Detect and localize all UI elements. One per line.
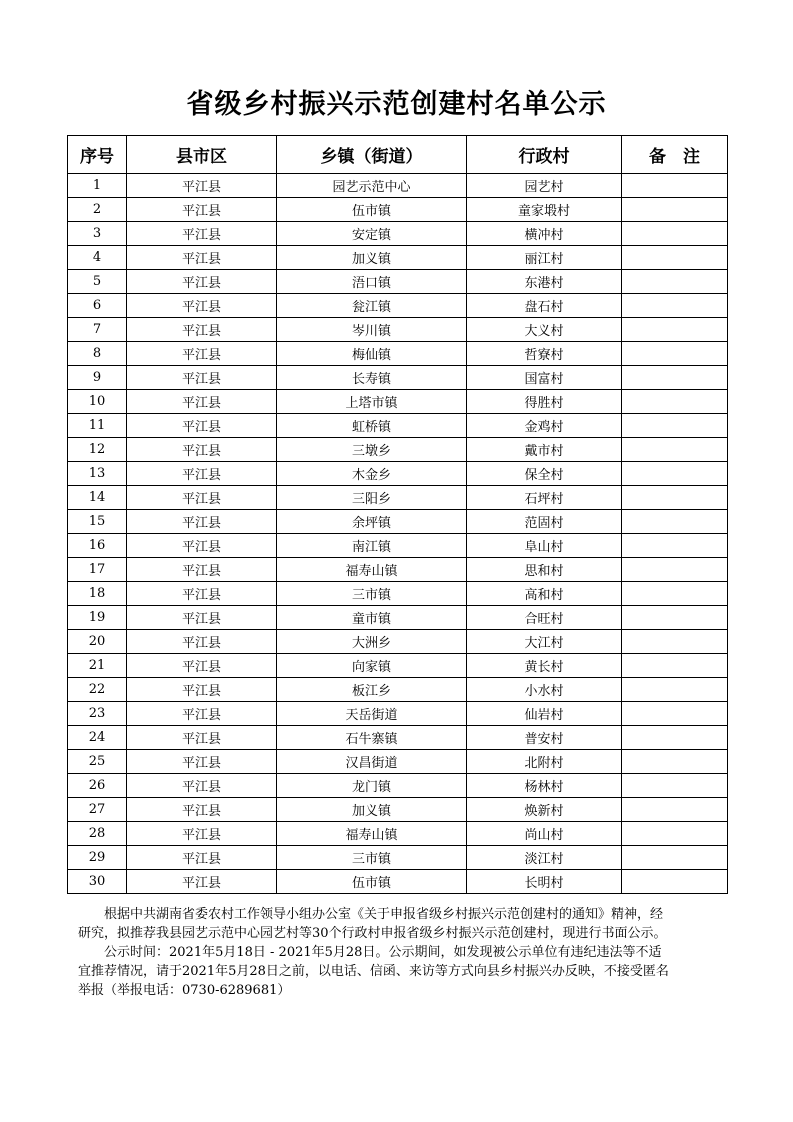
- cell-index: 19: [68, 606, 127, 630]
- cell-index: 3: [68, 222, 127, 246]
- cell-index: 11: [68, 414, 127, 438]
- cell-village: 范固村: [467, 510, 622, 534]
- cell-county: 平江县: [127, 654, 277, 678]
- notice-text: [78, 905, 670, 1000]
- cell-remarks: [622, 630, 728, 654]
- cell-remarks: [622, 438, 728, 462]
- cell-township: 龙门镇: [277, 774, 467, 798]
- table-row: [68, 510, 728, 534]
- cell-township: 上塔市镇: [277, 390, 467, 414]
- cell-remarks: [622, 534, 728, 558]
- cell-village: 石坪村: [467, 486, 622, 510]
- cell-township: 南江镇: [277, 534, 467, 558]
- table-header-row: [68, 136, 728, 174]
- cell-village: 大义村: [467, 318, 622, 342]
- cell-township: 安定镇: [277, 222, 467, 246]
- cell-county: 平江县: [127, 846, 277, 870]
- cell-county: 平江县: [127, 678, 277, 702]
- cell-remarks: [622, 822, 728, 846]
- cell-remarks: [622, 414, 728, 438]
- cell-village: 戴市村: [467, 438, 622, 462]
- cell-index: 10: [68, 390, 127, 414]
- cell-village: 尚山村: [467, 822, 622, 846]
- cell-index: 27: [68, 798, 127, 822]
- cell-remarks: [622, 726, 728, 750]
- cell-township: 岑川镇: [277, 318, 467, 342]
- cell-county: 平江县: [127, 342, 277, 366]
- table-row: [68, 654, 728, 678]
- cell-township: 瓮江镇: [277, 294, 467, 318]
- table-row: [68, 222, 728, 246]
- cell-township: 浯口镇: [277, 270, 467, 294]
- cell-village: 丽江村: [467, 246, 622, 270]
- header-village: 行政村: [467, 136, 622, 174]
- cell-village: 杨林村: [467, 774, 622, 798]
- cell-index: 29: [68, 846, 127, 870]
- cell-index: 16: [68, 534, 127, 558]
- cell-index: 12: [68, 438, 127, 462]
- cell-township: 三阳乡: [277, 486, 467, 510]
- cell-remarks: [622, 774, 728, 798]
- cell-township: 三墩乡: [277, 438, 467, 462]
- table-row: [68, 846, 728, 870]
- cell-remarks: [622, 870, 728, 894]
- cell-county: 平江县: [127, 486, 277, 510]
- cell-remarks: [622, 246, 728, 270]
- cell-remarks: [622, 174, 728, 198]
- cell-county: 平江县: [127, 750, 277, 774]
- table-row: [68, 414, 728, 438]
- cell-remarks: [622, 846, 728, 870]
- cell-county: 平江县: [127, 534, 277, 558]
- cell-township: 汉昌街道: [277, 750, 467, 774]
- cell-township: 木金乡: [277, 462, 467, 486]
- cell-village: 保全村: [467, 462, 622, 486]
- cell-township: 石牛寨镇: [277, 726, 467, 750]
- cell-index: 23: [68, 702, 127, 726]
- cell-county: 平江县: [127, 630, 277, 654]
- cell-township: 三市镇: [277, 846, 467, 870]
- table-row: [68, 318, 728, 342]
- table-row: [68, 246, 728, 270]
- cell-village: 焕新村: [467, 798, 622, 822]
- table-row: [68, 558, 728, 582]
- cell-index: 24: [68, 726, 127, 750]
- table-row: [68, 390, 728, 414]
- cell-remarks: [622, 582, 728, 606]
- cell-village: 普安村: [467, 726, 622, 750]
- cell-township: 梅仙镇: [277, 342, 467, 366]
- table-row: [68, 462, 728, 486]
- cell-county: 平江县: [127, 270, 277, 294]
- header-township: 乡镇（街道）: [277, 136, 467, 174]
- cell-index: 5: [68, 270, 127, 294]
- cell-index: 14: [68, 486, 127, 510]
- cell-county: 平江县: [127, 462, 277, 486]
- cell-index: 21: [68, 654, 127, 678]
- cell-remarks: [622, 606, 728, 630]
- table-row: [68, 678, 728, 702]
- cell-remarks: [622, 558, 728, 582]
- header-remarks: 备 注: [622, 136, 728, 174]
- cell-index: 4: [68, 246, 127, 270]
- cell-county: 平江县: [127, 870, 277, 894]
- cell-township: 大洲乡: [277, 630, 467, 654]
- cell-county: 平江县: [127, 246, 277, 270]
- cell-index: 13: [68, 462, 127, 486]
- cell-county: 平江县: [127, 726, 277, 750]
- cell-township: 加义镇: [277, 246, 467, 270]
- cell-remarks: [622, 702, 728, 726]
- table-row: [68, 702, 728, 726]
- cell-index: 6: [68, 294, 127, 318]
- cell-county: 平江县: [127, 438, 277, 462]
- cell-township: 虹桥镇: [277, 414, 467, 438]
- cell-village: 淡江村: [467, 846, 622, 870]
- table-row: [68, 822, 728, 846]
- cell-remarks: [622, 198, 728, 222]
- cell-village: 阜山村: [467, 534, 622, 558]
- table-row: [68, 294, 728, 318]
- cell-index: 8: [68, 342, 127, 366]
- cell-remarks: [622, 678, 728, 702]
- cell-county: 平江县: [127, 366, 277, 390]
- cell-remarks: [622, 270, 728, 294]
- table-row: [68, 726, 728, 750]
- cell-county: 平江县: [127, 198, 277, 222]
- cell-county: 平江县: [127, 798, 277, 822]
- table-row: [68, 198, 728, 222]
- cell-remarks: [622, 318, 728, 342]
- table-row: [68, 582, 728, 606]
- cell-remarks: [622, 654, 728, 678]
- cell-county: 平江县: [127, 222, 277, 246]
- table-row: [68, 750, 728, 774]
- cell-village: 高和村: [467, 582, 622, 606]
- cell-village: 长明村: [467, 870, 622, 894]
- cell-index: 7: [68, 318, 127, 342]
- notice-paragraph-2: 公示时间：2021年5月18日 - 2021年5月28日。公示期间，如发现被公示单位有违纪违法等不适宜推荐情况，请于2021年5月28日之前，以电话、信函、来访等方式向县乡村振兴办反映，不接受匿名举报（举报电话：0730-6289681）: [78, 945, 669, 998]
- cell-index: 20: [68, 630, 127, 654]
- cell-village: 横冲村: [467, 222, 622, 246]
- cell-village: 黄长村: [467, 654, 622, 678]
- cell-county: 平江县: [127, 606, 277, 630]
- cell-index: 18: [68, 582, 127, 606]
- cell-village: 得胜村: [467, 390, 622, 414]
- table-row: [68, 870, 728, 894]
- cell-village: 园艺村: [467, 174, 622, 198]
- cell-township: 余坪镇: [277, 510, 467, 534]
- table-row: [68, 366, 728, 390]
- cell-county: 平江县: [127, 822, 277, 846]
- cell-township: 向家镇: [277, 654, 467, 678]
- table-row: [68, 606, 728, 630]
- cell-township: 长寿镇: [277, 366, 467, 390]
- cell-county: 平江县: [127, 582, 277, 606]
- table-row: [68, 774, 728, 798]
- cell-remarks: [622, 510, 728, 534]
- cell-remarks: [622, 798, 728, 822]
- table-row: [68, 486, 728, 510]
- cell-county: 平江县: [127, 318, 277, 342]
- cell-township: 福寿山镇: [277, 558, 467, 582]
- cell-remarks: [622, 294, 728, 318]
- cell-index: 30: [68, 870, 127, 894]
- cell-county: 平江县: [127, 294, 277, 318]
- cell-county: 平江县: [127, 390, 277, 414]
- cell-index: 1: [68, 174, 127, 198]
- village-list-table: [67, 135, 728, 894]
- cell-county: 平江县: [127, 774, 277, 798]
- cell-remarks: [622, 366, 728, 390]
- cell-index: 17: [68, 558, 127, 582]
- cell-village: 合旺村: [467, 606, 622, 630]
- cell-village: 国富村: [467, 366, 622, 390]
- cell-remarks: [622, 390, 728, 414]
- table-row: [68, 534, 728, 558]
- cell-village: 小水村: [467, 678, 622, 702]
- cell-village: 仙岩村: [467, 702, 622, 726]
- cell-village: 思和村: [467, 558, 622, 582]
- table-row: [68, 630, 728, 654]
- cell-remarks: [622, 462, 728, 486]
- cell-remarks: [622, 750, 728, 774]
- header-index: 序号: [68, 136, 127, 174]
- cell-county: 平江县: [127, 702, 277, 726]
- page-title: 省级乡村振兴示范创建村名单公示: [186, 89, 607, 120]
- cell-township: 板江乡: [277, 678, 467, 702]
- cell-village: 大江村: [467, 630, 622, 654]
- cell-village: 盘石村: [467, 294, 622, 318]
- cell-village: 童家塅村: [467, 198, 622, 222]
- cell-index: 26: [68, 774, 127, 798]
- cell-township: 三市镇: [277, 582, 467, 606]
- cell-township: 园艺示范中心: [277, 174, 467, 198]
- cell-township: 福寿山镇: [277, 822, 467, 846]
- cell-index: 15: [68, 510, 127, 534]
- table-row: [68, 270, 728, 294]
- table-row: [68, 438, 728, 462]
- cell-county: 平江县: [127, 414, 277, 438]
- cell-county: 平江县: [127, 558, 277, 582]
- cell-remarks: [622, 486, 728, 510]
- table-row: [68, 342, 728, 366]
- cell-township: 加义镇: [277, 798, 467, 822]
- notice-paragraph-1: 根据中共湖南省委农村工作领导小组办公室《关于申报省级乡村振兴示范创建村的通知》精神，经研究，拟推荐我县园艺示范中心园艺村等30个行政村申报省级乡村振兴示范创建村，现进行书面公示。: [78, 907, 667, 941]
- cell-village: 金鸡村: [467, 414, 622, 438]
- cell-county: 平江县: [127, 174, 277, 198]
- cell-county: 平江县: [127, 510, 277, 534]
- cell-township: 伍市镇: [277, 198, 467, 222]
- cell-township: 伍市镇: [277, 870, 467, 894]
- cell-township: 童市镇: [277, 606, 467, 630]
- table-row: [68, 174, 728, 198]
- cell-index: 25: [68, 750, 127, 774]
- cell-village: 北附村: [467, 750, 622, 774]
- cell-village: 东港村: [467, 270, 622, 294]
- cell-remarks: [622, 342, 728, 366]
- cell-index: 9: [68, 366, 127, 390]
- cell-remarks: [622, 222, 728, 246]
- cell-township: 天岳街道: [277, 702, 467, 726]
- cell-index: 2: [68, 198, 127, 222]
- cell-index: 28: [68, 822, 127, 846]
- cell-index: 22: [68, 678, 127, 702]
- table-row: [68, 798, 728, 822]
- table-body: [68, 174, 728, 894]
- cell-village: 哲寮村: [467, 342, 622, 366]
- header-county: 县市区: [127, 136, 277, 174]
